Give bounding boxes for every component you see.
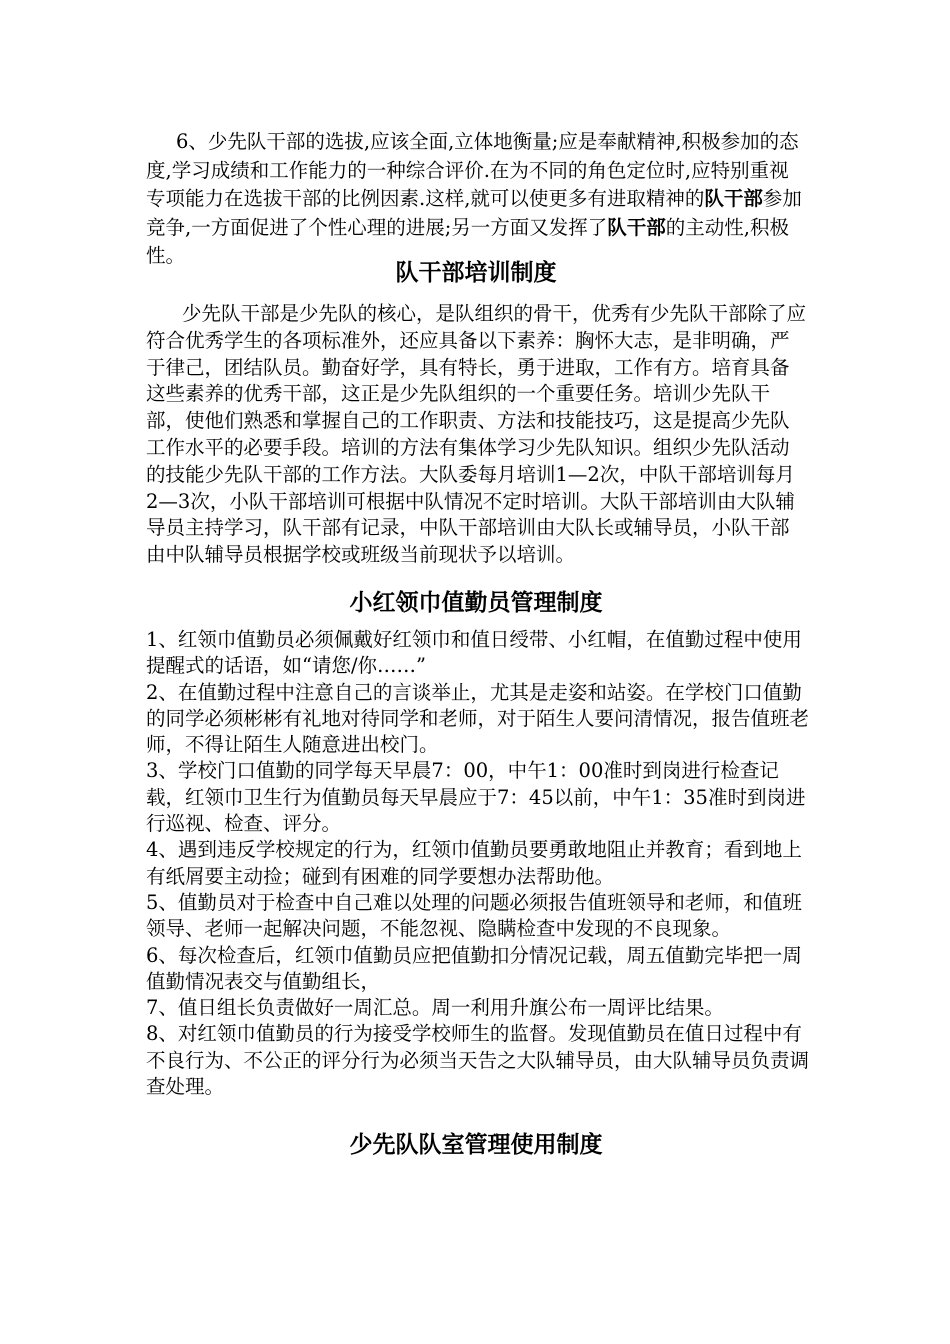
duty-monitor-rules bbox=[146, 627, 811, 1100]
paragraph-text-a: 6、少先队干部的选拔,应该全面,立体地衡量;应是奉献精神,积极参加的态度,学习成绩和工作能力的一种综合评价.在为不同的角色定位时,应特别重视专项能力在选拔干部的比例因素.这样,就可以使更多有进取精神的 bbox=[146, 130, 799, 210]
room-management-heading: 少先队队室管理使用制度 bbox=[349, 1132, 603, 1158]
rule-item: 2、在值勤过程中注意自己的言谈举止，尤其是走姿和站姿。在学校门口值勤的同学必须彬彬有礼地对待同学和老师，对于陌生人要问清情况，报告值班老师，不得让陌生人随意进出校门。 bbox=[146, 680, 810, 757]
paragraph-text-b: 参加竞争,一方面促进了个性心理的进展;另一方面又发挥了 bbox=[146, 187, 802, 239]
training-system-paragraph: 少先队干部是少先队的核心，是队组织的骨干，优秀有少先队干部除了应符合优秀学生的各项标准外，还应具备以下素养：胸怀大志，是非明确，严于律己，团结队员。勤奋好学，具有特长，勇于进取，工作有方。培育具备这些素养的优秀干部，这正是少先队组织的一个重要任务。培训少先队干部，使他们熟悉和掌握自己的工作职责、方法和技能技巧，这是提高少先队工作水平的必要手段。培训的方法有集体学习少先队知识。组织少先队活动的技能少先队干部的工作方法。大队委每月培训1—2次，中队干部培训每月2—3次，小队干部培训可根据中队情况不定时培训。大队干部培训由大队辅导员主持学习，队干部有记录，中队干部培训由大队长或辅导员，小队干部由中队辅导员根据学校或班级当前现状予以培训。 bbox=[146, 302, 807, 567]
bold-term-a: 队干部 bbox=[704, 187, 763, 210]
rule-item: 6、每次检查后，红领巾值勤员应把值勤扣分情况记载，周五值勤完毕把一周值勤情况表交与值勤组长， bbox=[146, 943, 802, 993]
cadre-selection-paragraph bbox=[146, 128, 806, 271]
duty-monitor-heading: 小红领巾值勤员管理制度 bbox=[349, 590, 603, 616]
rule-item: 8、对红领巾值勤员的行为接受学校师生的监督。发现值勤员在值日过程中有不良行为、不公正的评分行为必须当天告之大队辅导员，由大队辅导员负责调查处理。 bbox=[146, 1022, 810, 1099]
rule-item: 4、遇到违反学校规定的行为，红领巾值勤员要勇敢地阻止并教育；看到地上有纸屑要主动捡；碰到有困难的同学要想办法帮助他。 bbox=[146, 838, 802, 888]
training-system-heading: 队干部培训制度 bbox=[395, 260, 557, 286]
rule-item: 1、红领巾值勤员必须佩戴好红领巾和值日绶带、小红帽，在值勤过程中使用提醒式的话语，如“请您/你……” bbox=[146, 628, 802, 678]
bold-term-b: 队干部 bbox=[607, 215, 666, 239]
rule-item: 3、学校门口值勤的同学每天早晨7：00，中午1：00准时到岗进行检查记载，红领巾卫生行为值勤员每天早晨应于7：45以前，中午1：35准时到岗进行巡视、检查、评分。 bbox=[146, 759, 806, 836]
rule-item: 7、值日组长负责做好一周汇总。周一利用升旗公布一周评比结果。 bbox=[146, 996, 724, 1020]
paragraph-text-c: 的主动性,积极性。 bbox=[146, 215, 789, 267]
rule-item: 5、值勤员对于检查中自己难以处理的问题必须报告值班领导和老师，和值班领导、老师一起解决问题，不能忽视、隐瞒检查中发现的不良现象。 bbox=[146, 890, 802, 941]
